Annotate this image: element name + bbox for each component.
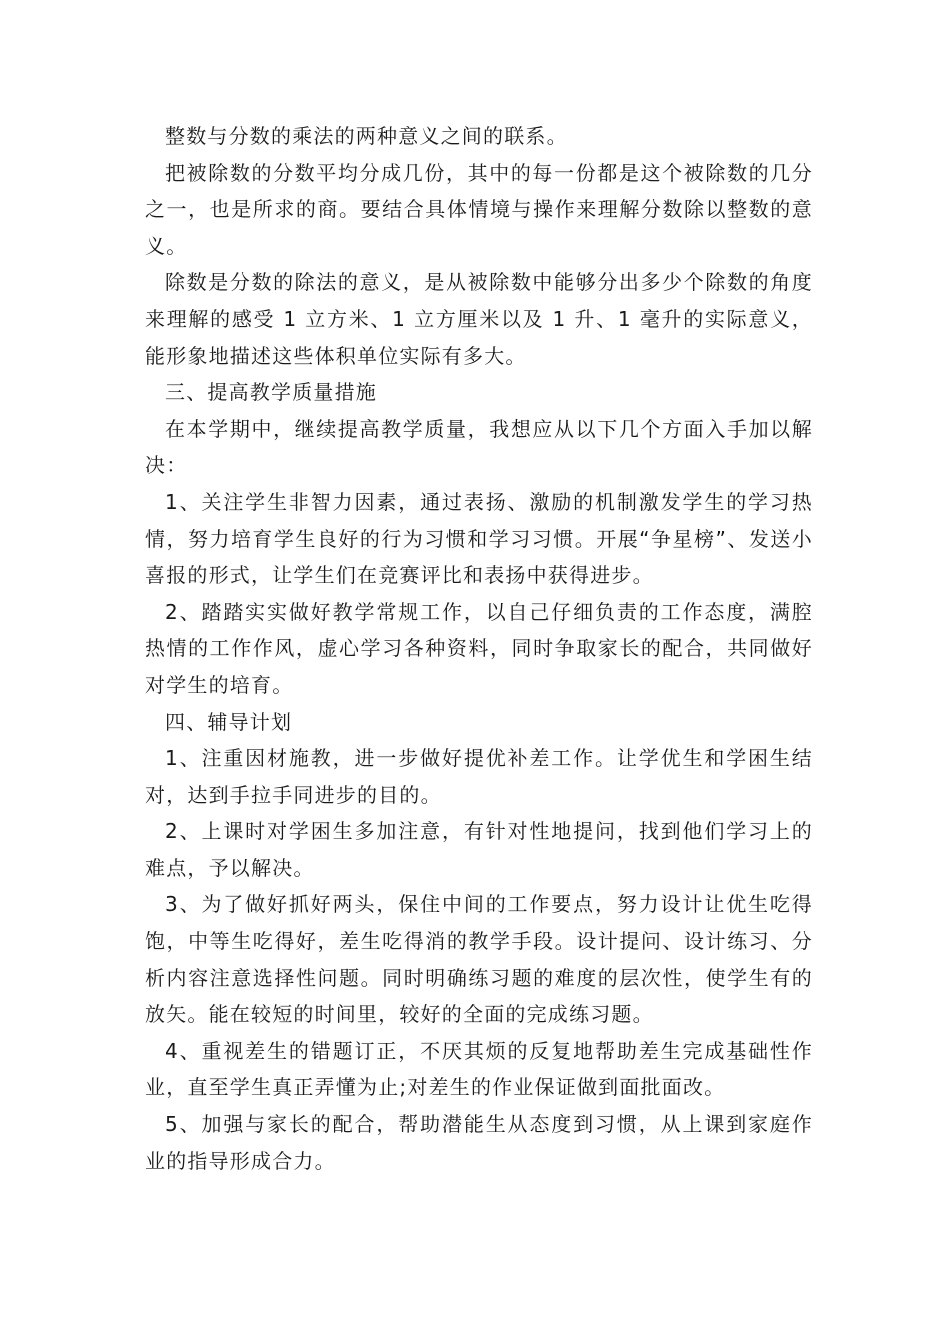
section-heading-tutoring-plan: 四、辅导计划 — [165, 709, 293, 734]
paragraph-multiplication-meaning: 整数与分数的乘法的两种意义之间的联系。 — [165, 124, 568, 148]
paragraph-tutoring-item-2: 2、上课时对学困生多加注意，有针对性地提问，找到他们学习上的难点，予以解决。 — [145, 819, 813, 880]
paragraph-tutoring-item-3: 3、为了做好抓好两头，保住中间的工作要点，努力设计让优生吃得饱，中等生吃得好，差生吃得消的教学手段。设计提问、设计练习、分析内容注意选择性问题。同时明确练习题的难度的层次性，使学生有的放矢。能在较短的时间里，较好的全面的完成练习题。 — [145, 892, 813, 1027]
paragraph-tutoring-item-5: 5、加强与家长的配合，帮助潜能生从态度到习惯，从上课到家庭作业的指导形成合力。 — [145, 1112, 813, 1173]
section-heading-quality-measures: 三、提高教学质量措施 — [165, 380, 377, 405]
paragraph-tutoring-item-4: 4、重视差生的错题订正，不厌其烦的反复地帮助差生完成基础性作业，直至学生真正弄懂为止;对差生的作业保证做到面批面改。 — [145, 1038, 813, 1100]
paragraph-quality-item-1: 1、关注学生非智力因素，通过表扬、激励的机制激发学生的学习热情，努力培育学生良好的行为习惯和学习习惯。开展“争星榜”、发送小喜报的形式，让学生们在竞赛评比和表扬中获得进步。 — [145, 489, 813, 588]
paragraph-quality-intro: 在本学期中，继续提高教学质量，我想应从以下几个方面入手加以解决： — [145, 416, 813, 478]
document-body — [145, 118, 813, 1179]
paragraph-division-by-fraction: 除数是分数的除法的意义，是从被除数中能够分出多少个除数的角度来理解的感受 1 立方米、1 立方厘米以及 1 升、1 毫升的实际意义，能形象地描述这些体积单位实际有多大。 — [145, 270, 813, 368]
paragraph-fraction-division-by-integer: 把被除数的分数平均分成几份，其中的每一份都是这个被除数的几分之一，也是所求的商。要结合具体情境与操作来理解分数除以整数的意义。 — [145, 160, 813, 258]
paragraph-tutoring-item-1: 1、注重因材施教，进一步做好提优补差工作。让学优生和学困生结对，达到手拉手同进步的目的。 — [145, 746, 813, 807]
paragraph-quality-item-2: 2、踏踏实实做好教学常规工作，以自己仔细负责的工作态度，满腔热情的工作作风，虚心学习各种资料，同时争取家长的配合，共同做好对学生的培育。 — [145, 599, 813, 697]
